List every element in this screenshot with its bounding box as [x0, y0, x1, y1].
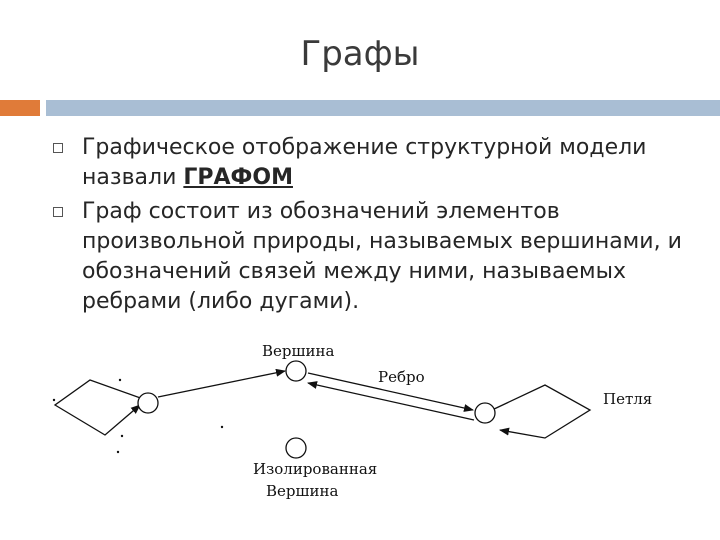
vertex-top	[286, 361, 306, 381]
dot	[117, 451, 119, 453]
label-vertex: Вершина	[262, 342, 335, 360]
dot	[53, 399, 55, 401]
accent-bar-blue	[46, 100, 720, 116]
bullet-item-composition	[0, 197, 720, 317]
bullet-text: Граф состоит из обозначений элементов произвольной природы, называемых вершинами, и обозначений связей между ними, называемых ребрами (либо дугами).	[82, 199, 682, 314]
bullet-item-definition	[0, 133, 720, 193]
label-isolated-line1: Изолированная	[253, 460, 378, 478]
vertex-right	[475, 403, 495, 423]
accent-bar-orange	[0, 100, 40, 116]
right-loop-edge	[492, 385, 590, 438]
left-loop-edge	[55, 380, 146, 435]
square-bullet-icon	[53, 143, 63, 153]
square-bullet-icon	[53, 207, 63, 217]
slide-title: Графы	[300, 34, 420, 74]
label-loop: Петля	[603, 390, 653, 408]
bullet-term: ГРАФОМ	[183, 165, 293, 190]
label-isolated-line2: Вершина	[266, 482, 339, 500]
bullet-text: Графическое отображение структурной модели назвали	[82, 135, 647, 190]
label-edge: Ребро	[378, 368, 425, 386]
vertex-left	[138, 393, 158, 413]
dot	[221, 426, 223, 428]
graph-diagram	[40, 340, 690, 510]
edge-right-to-top	[308, 383, 474, 420]
edge-left-to-top	[158, 371, 285, 397]
dot	[121, 435, 123, 437]
vertex-isolated	[286, 438, 306, 458]
bullet-list	[0, 133, 720, 317]
accent-bar	[0, 100, 720, 116]
dot	[119, 379, 121, 381]
